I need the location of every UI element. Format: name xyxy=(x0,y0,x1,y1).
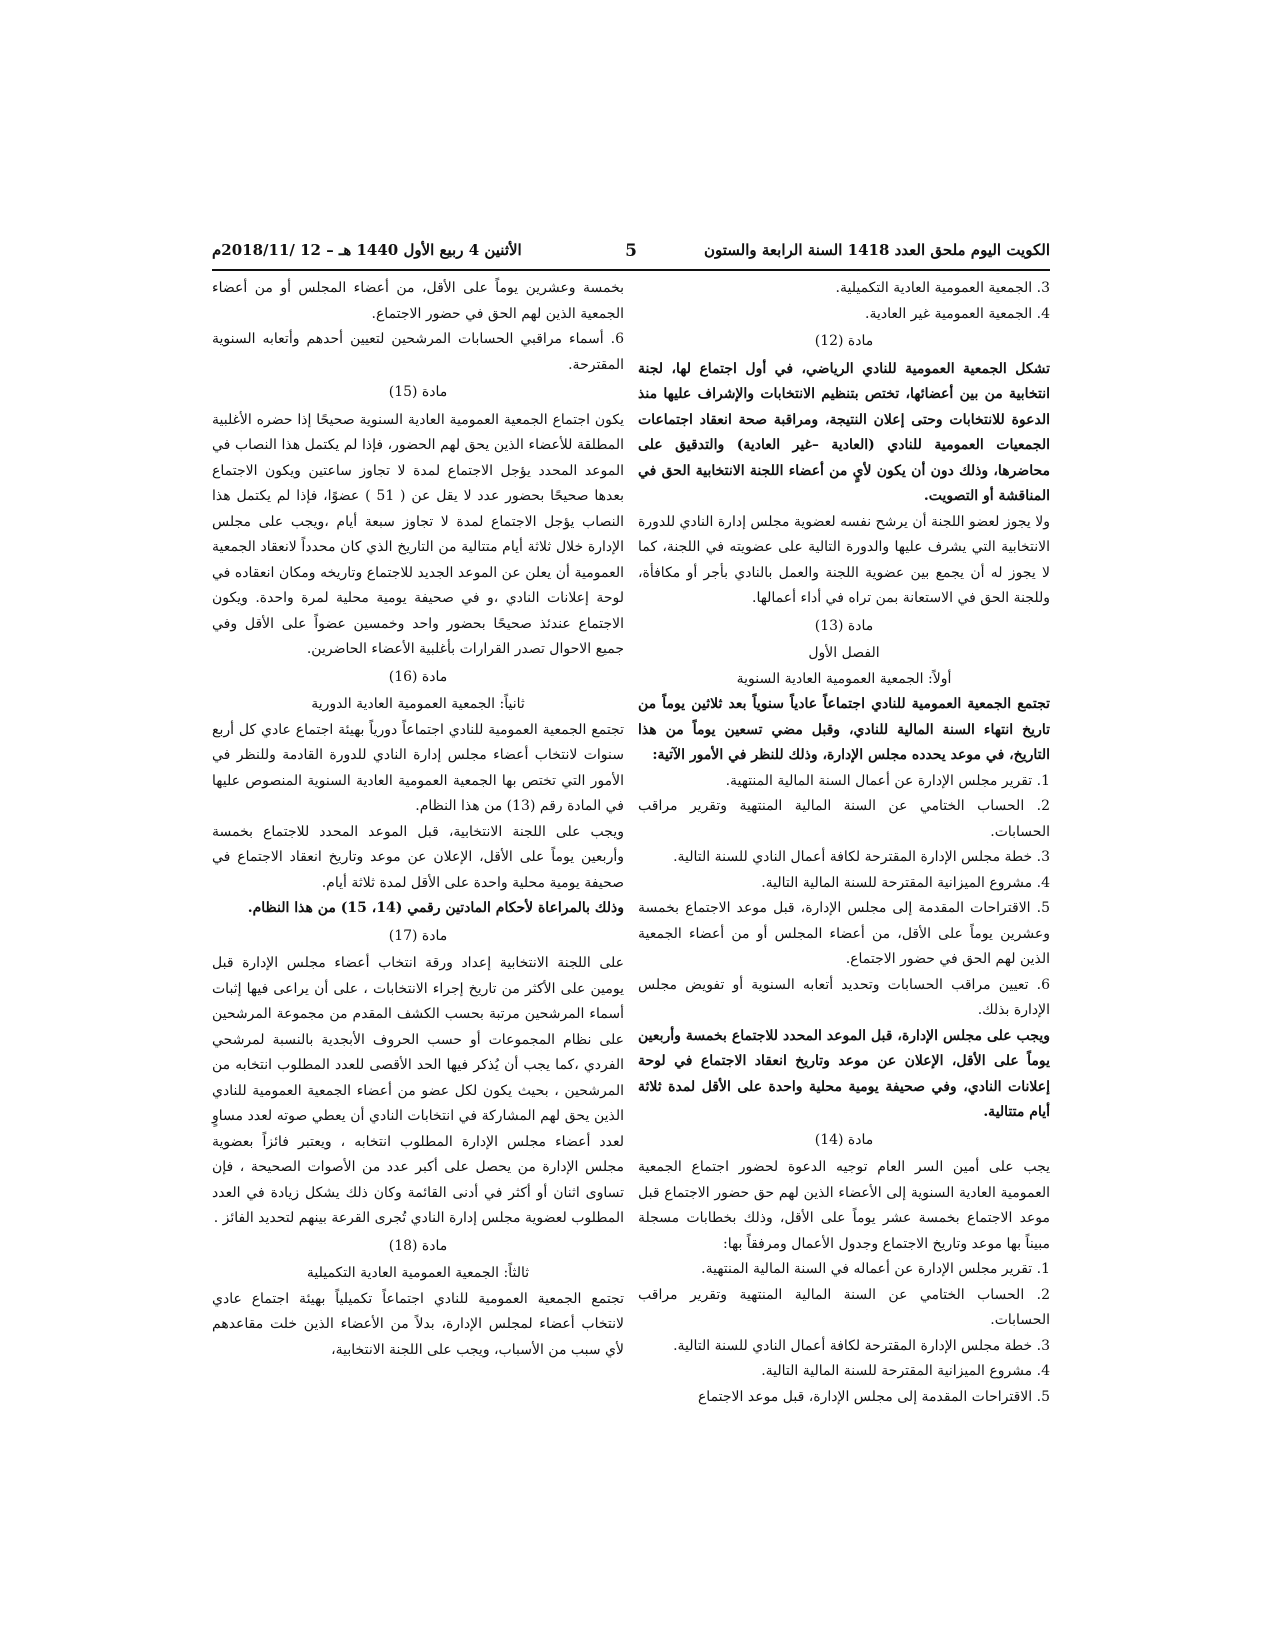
paragraph: 2. الحساب الختامي عن السنة المالية المنتهية وتقرير مراقب الحسابات. xyxy=(638,1286,1050,1328)
paragraph: ويجب على مجلس الإدارة، قبل الموعد المحدد للاجتماع بخمسة وأربعين يوماً على الأقل، الإعلان عن موعد وتاريخ انعقاد الاجتماع في لوحة إعلانات النادي، وفي صحيفة يومية محلية واحدة على الأقل لمدة ثلاثة أيام متتالية. xyxy=(638,1027,1050,1120)
left-column xyxy=(212,276,624,1363)
paragraph: 3. خطة مجلس الإدارة المقترحة لكافة أعمال النادي للسنة التالية. xyxy=(673,1337,1050,1354)
paragraph: 1. تقرير مجلس الإدارة عن أعماله في السنة المالية المنتهية. xyxy=(701,1261,1050,1277)
paragraph: 6. تعيين مراقب الحسابات وتحديد أتعابه السنوية أو تفويض مجلس الإدارة بذلك. xyxy=(638,976,1050,1018)
paragraph: على اللجنة الانتخابية إعداد ورقة انتخاب أعضاء مجلس الإدارة قبل يومين على الأكثر من تاريخ إجراء الانتخابات ، على أن يراعى فيها إثبات أسماء المرشحين مرتبة بحسب الكشف المقدم من مجموعة المرشحين على نظام المجموعات أو حسب الحروف الأبجدية بالنسبة لمرشحي الفردي ،كما يجب أن يُذكر فيها الحد الأقصى للعدد المطلوب انتخابه من المرشحين ، بحيث يكون لكل عضو من أعضاء الجمعية العمومية للنادي الذين يحق لهم المشاركة في انتخابات النادي أن يعطي صوته لعدد مساوٍ لعدد أعضاء مجلس الإدارة المطلوب انتخابه ، ويعتبر فائزاً بعضوية مجلس الإدارة من يحصل على أكبر عدد من الأصوات الصحيحة ، فإن تساوى اثنان أو أكثر في أدنى القائمة وكان ذلك يشكل زيادة في العدد المطلوب لعضوية مجلس إدارة النادي تُجرى القرعة بينهم لتحديد الفائز . xyxy=(212,955,624,1226)
section-heading: ثالثاً: الجمعية العمومية العادية التكميلية xyxy=(306,1265,530,1281)
page-header xyxy=(212,241,1050,267)
article-heading: مادة (17) xyxy=(388,927,448,944)
paragraph: 3. الجمعية العمومية العادية التكميلية. xyxy=(835,280,1050,296)
paragraph: 5. الاقتراحات المقدمة إلى مجلس الإدارة، قبل موعد الاجتماع بخمسة وعشرين يوماً على الأقل، من أعضاء المجلس أو من أعضاء الجمعية الذين لهم الحق في حضور الاجتماع. xyxy=(638,900,1050,967)
paragraph: 6. أسماء مراقبي الحسابات المرشحين لتعيين أحدهم وأتعابه السنوية المقترحة. xyxy=(212,331,624,373)
paragraph: 4. الجمعية العمومية غير العادية. xyxy=(865,305,1050,322)
article-heading: مادة (13) xyxy=(814,617,874,634)
paragraph: ولا يجوز لعضو اللجنة أن يرشح نفسه لعضوية مجلس إدارة النادي للدورة الانتخابية التي يشرف عليها والدورة التالية على عضويته في اللجنة، كما لا يجوز له أن يجمع بين عضوية اللجنة والعمل بالنادي بأجر أو مكافأة، وللجنة الحق في الاستعانة بمن تراه في أداء أعمالها. xyxy=(638,513,1050,606)
header-publication: الكويت اليوم ملحق العدد 1418 السنة الرابعة والستون xyxy=(704,241,1050,259)
header-rule xyxy=(212,269,1050,271)
article-heading: مادة (16) xyxy=(388,668,448,685)
page-number: 5 xyxy=(625,241,637,261)
paragraph: 5. الاقتراحات المقدمة إلى مجلس الإدارة، قبل موعد الاجتماع xyxy=(697,1388,1050,1405)
section-heading: ثانياً: الجمعية العمومية العادية الدورية xyxy=(311,696,525,712)
paragraph: تجتمع الجمعية العمومية للنادي اجتماعاً تكميلياً بهيئة اجتماع عادي لانتخاب أعضاء لمجلس الإدارة، بدلاً من الأعضاء الذين خلت مقاعدهم لأي سبب من الأسباب، ويجب على اللجنة الانتخابية، xyxy=(212,1290,624,1358)
section-heading: الفصل الأول xyxy=(808,645,880,661)
paragraph: 1. تقرير مجلس الإدارة عن أعمال السنة المالية المنتهية. xyxy=(725,772,1050,789)
section-heading: أولاً: الجمعية العمومية العادية السنوية xyxy=(736,670,952,687)
paragraph: تشكل الجمعية العمومية للنادي الرياضي، في أول اجتماع لها، لجنة انتخابية من بين أعضائها، تختص بتنظيم الانتخابات والإشراف عليها منذ الدعوة للانتخابات وحتى إعلان النتيجة، ومراقبة صحة انعقاد اجتماعات الجمعيات العمومية للنادي (العادية –غير العادية) والتدقيق على محاضرها، وذلك دون أن يكون لأيٍ من أعضاء اللجنة الانتخابية الحق في المناقشة أو التصويت. xyxy=(638,360,1050,504)
paragraph: 3. خطة مجلس الإدارة المقترحة لكافة أعمال النادي للسنة التالية. xyxy=(673,849,1050,865)
paragraph: 4. مشروع الميزانية المقترحة للسنة المالية التالية. xyxy=(761,1363,1050,1379)
paragraph: وذلك بالمراعاة لأحكام المادتين رقمي (14، 15) من هذا النظام. xyxy=(247,900,624,916)
paragraph: ويجب على اللجنة الانتخابية، قبل الموعد المحدد للاجتماع بخمسة وأربعين يوماً على الأقل، الإعلان عن موعد وتاريخ انعقاد الاجتماع في صحيفة يومية محلية واحدة على الأقل لمدة ثلاثة أيام. xyxy=(212,823,624,891)
paragraph: تجتمع الجمعية العمومية للنادي اجتماعاً دورياً بهيئة اجتماع عادي كل أربع سنوات لانتخاب أعضاء مجلس إدارة النادي للدورة القادمة وللنظر في الأمور التي تختص بها الجمعية العمومية العادية السنوية المنصوص عليها في المادة رقم (13) من هذا النظام. xyxy=(212,721,624,814)
paragraph: تجتمع الجمعية العمومية للنادي اجتماعاً عادياً سنوياً بعد ثلاثين يوماً من تاريخ انتهاء السنة المالية للنادي، وقبل مضي تسعين يوماً من هذا التاريخ، في موعد يحدده مجلس الإدارة، وذلك للنظر في الأمور الآتية: xyxy=(638,696,1050,763)
article-heading: مادة (18) xyxy=(388,1237,448,1254)
right-column xyxy=(638,276,1050,1410)
paragraph: يكون اجتماع الجمعية العمومية العادية السنوية صحيحًا إذا حضره الأغلبية المطلقة للأعضاء الذين يحق لهم الحضور، فإذا لم يكتمل هذا النصاب في الموعد المحدد يؤجل الاجتماع لمدة لا تجاوز ساعتين ويكون الاجتماع بعدها صحيحًا بحضور عدد لا يقل عن ( 51 ) عضوًا، فإذا لم يكتمل هذا النصاب يؤجل الاجتماع لمدة لا تجاوز سبعة أيام ،ويجب على مجلس الإدارة خلال ثلاثة أيام متتالية من التاريخ الذي كان محدداً لانعقاد الجمعية العمومية أن يعلن عن الموعد الجديد للاجتماع وتاريخه ومكان انعقاده في لوحة إعلانات النادي ،و في صحيفة يومية محلية لمرة واحدة. ويكون الاجتماع عندئذ صحيحًا بحضور واحد وخمسين عضواً على الأقل وفي جميع الاحوال تصدر القرارات بأغلبية الأعضاء الحاضرين. xyxy=(212,411,624,657)
paragraph: 2. الحساب الختامي عن السنة المالية المنتهية وتقرير مراقب الحسابات. xyxy=(638,798,1050,840)
paragraph: بخمسة وعشرين يوماً على الأقل، من أعضاء المجلس أو من أعضاء الجمعية الذين لهم الحق في حضور الاجتماع. xyxy=(212,280,624,322)
paragraph: 4. مشروع الميزانية المقترحة للسنة المالية التالية. xyxy=(761,874,1050,891)
paragraph: يجب على أمين السر العام توجيه الدعوة لحضور اجتماع الجمعية العمومية العادية السنوية إلى الأعضاء الذين لهم حق حضور الاجتماع قبل موعد الاجتماع بخمسة عشر يوماً على الأقل، وذلك بخطابات مسجلة مبيناً بها موعد وتاريخ الاجتماع وجدول الأعمال ومرفقاً بها: xyxy=(638,1159,1050,1252)
article-heading: مادة (14) xyxy=(814,1131,874,1148)
article-heading: مادة (15) xyxy=(388,384,448,400)
article-heading: مادة (12) xyxy=(814,333,874,349)
header-date: الأثنين 4 ربيع الأول 1440 هـ – 12 /2018/11م xyxy=(212,241,522,259)
